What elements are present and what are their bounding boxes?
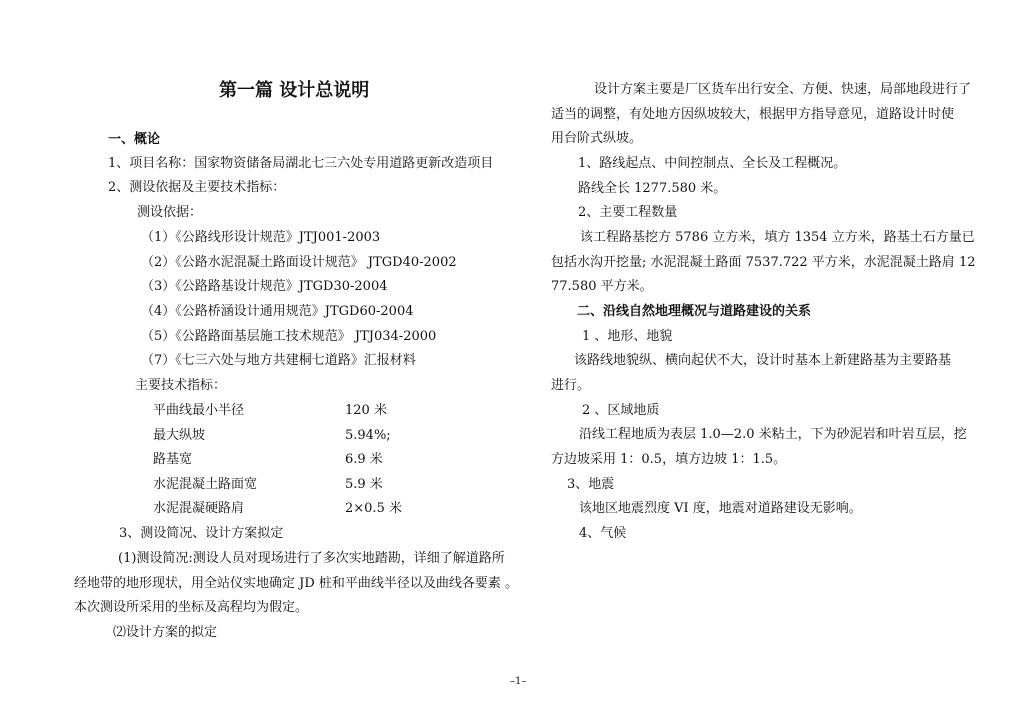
design-plan-heading: ⑵设计方案的拟定 [113, 625, 218, 640]
reference-item: （7）《七三六处与地方共建桐七道路》汇报材料 [141, 353, 416, 368]
paragraph-line: 路线全长 1277.580 米。 [578, 181, 727, 196]
paragraph-line: 适当的调整，有处地方因纵坡较大，根据甲方指导意见，道路设计时使 [551, 107, 955, 122]
paragraph-line: 用台阶式纵坡。 [551, 131, 643, 146]
reference-item: （5）《公路路面基层施工技术规范》 JTJ034-2000 [141, 329, 437, 344]
spec-value: 2×0.5 米 [345, 501, 402, 516]
basis-heading: 2、测设依据及主要技术指标： [108, 180, 286, 195]
project-name-line: 1、项目名称：国家物资储备局湖北七三六处专用道路更新改造项目 [108, 156, 494, 171]
spec-value: 120 米 [345, 403, 387, 418]
heading-overview: 一、概论 [108, 132, 161, 147]
paragraph-line: 77.580 平方米。 [551, 279, 653, 294]
spec-name: 最大纵坡 [153, 428, 206, 443]
paragraph-line: 该地区地震烈度 VI 度，地震对道路建设无影响。 [579, 501, 862, 516]
section-title: 第一篇 设计总说明 [219, 80, 370, 101]
paragraph-line: 本次测设所采用的坐标及高程均为假定。 [74, 600, 309, 615]
paragraph-line: 设计方案主要是厂区货车出行安全、方便、快速，局部地段进行了 [594, 82, 972, 97]
spec-value: 5.94%; [345, 428, 391, 443]
subheading: 2、主要工程数量 [578, 205, 678, 220]
paragraph-line: 沿线工程地质为表层 1.0—2.0 米粘土，下为砂泥岩和叶岩互层，挖 [579, 427, 967, 442]
reference-item: （3）《公路路基设计规范》JTGD30-2004 [141, 279, 388, 294]
paragraph-line: 方边坡采用 1：0.5，填方边坡 1：1.5。 [551, 452, 787, 467]
page-number: –1– [510, 676, 527, 687]
subheading: 1、路线起点、中间控制点、全长及工程概况。 [578, 156, 847, 171]
reference-item: （4）《公路桥涵设计通用规范》JTGD60-2004 [141, 304, 414, 319]
subheading: 3、地震 [567, 477, 615, 492]
reference-item: （1）《公路线形设计规范》JTJ001-2003 [141, 230, 381, 245]
reference-item: （2）《公路水泥混凝土路面设计规范》 JTGD40-2002 [141, 255, 457, 270]
spec-value: 5.9 米 [345, 477, 383, 492]
tech-indicators-label: 主要技术指标： [135, 378, 227, 393]
paragraph-line: 包括水沟开挖量; 水泥混凝土路面 7537.722 平方米，水泥混凝土路肩 12 [551, 255, 976, 270]
spec-name: 水泥混凝土路面宽 [153, 477, 258, 492]
paragraph-line: 进行。 [551, 378, 591, 393]
subheading: 2 、区域地质 [582, 403, 660, 418]
paragraph-line: 该路线地貌纵、横向起伏不大，设计时基本上新建路基为主要路基 [574, 353, 952, 368]
spec-name: 平曲线最小半径 [153, 403, 245, 418]
subheading: 4、气候 [579, 526, 627, 541]
paragraph-line: (1)测设简况:测设人员对现场进行了多次实地踏勘，详细了解道路所 [118, 551, 505, 566]
subheading: 1 、地形、地貌 [582, 329, 673, 344]
paragraph-line: 经地带的地形现状，用全站仪实地确定 JD 桩和平曲线半径以及曲线各要素 。 [74, 576, 519, 591]
section-heading: 二、沿线自然地理概况与道路建设的关系 [577, 304, 812, 319]
spec-name: 路基宽 [153, 452, 193, 467]
paragraph-line: 该工程路基挖方 5786 立方米，填方 1354 立方米，路基土石方量已 [580, 230, 975, 245]
spec-value: 6.9 米 [345, 452, 383, 467]
survey-summary-heading: 3、测设简况、设计方案拟定 [119, 526, 284, 541]
spec-name: 水泥混凝硬路肩 [153, 501, 245, 516]
survey-basis-label: 测设依据： [137, 205, 203, 220]
